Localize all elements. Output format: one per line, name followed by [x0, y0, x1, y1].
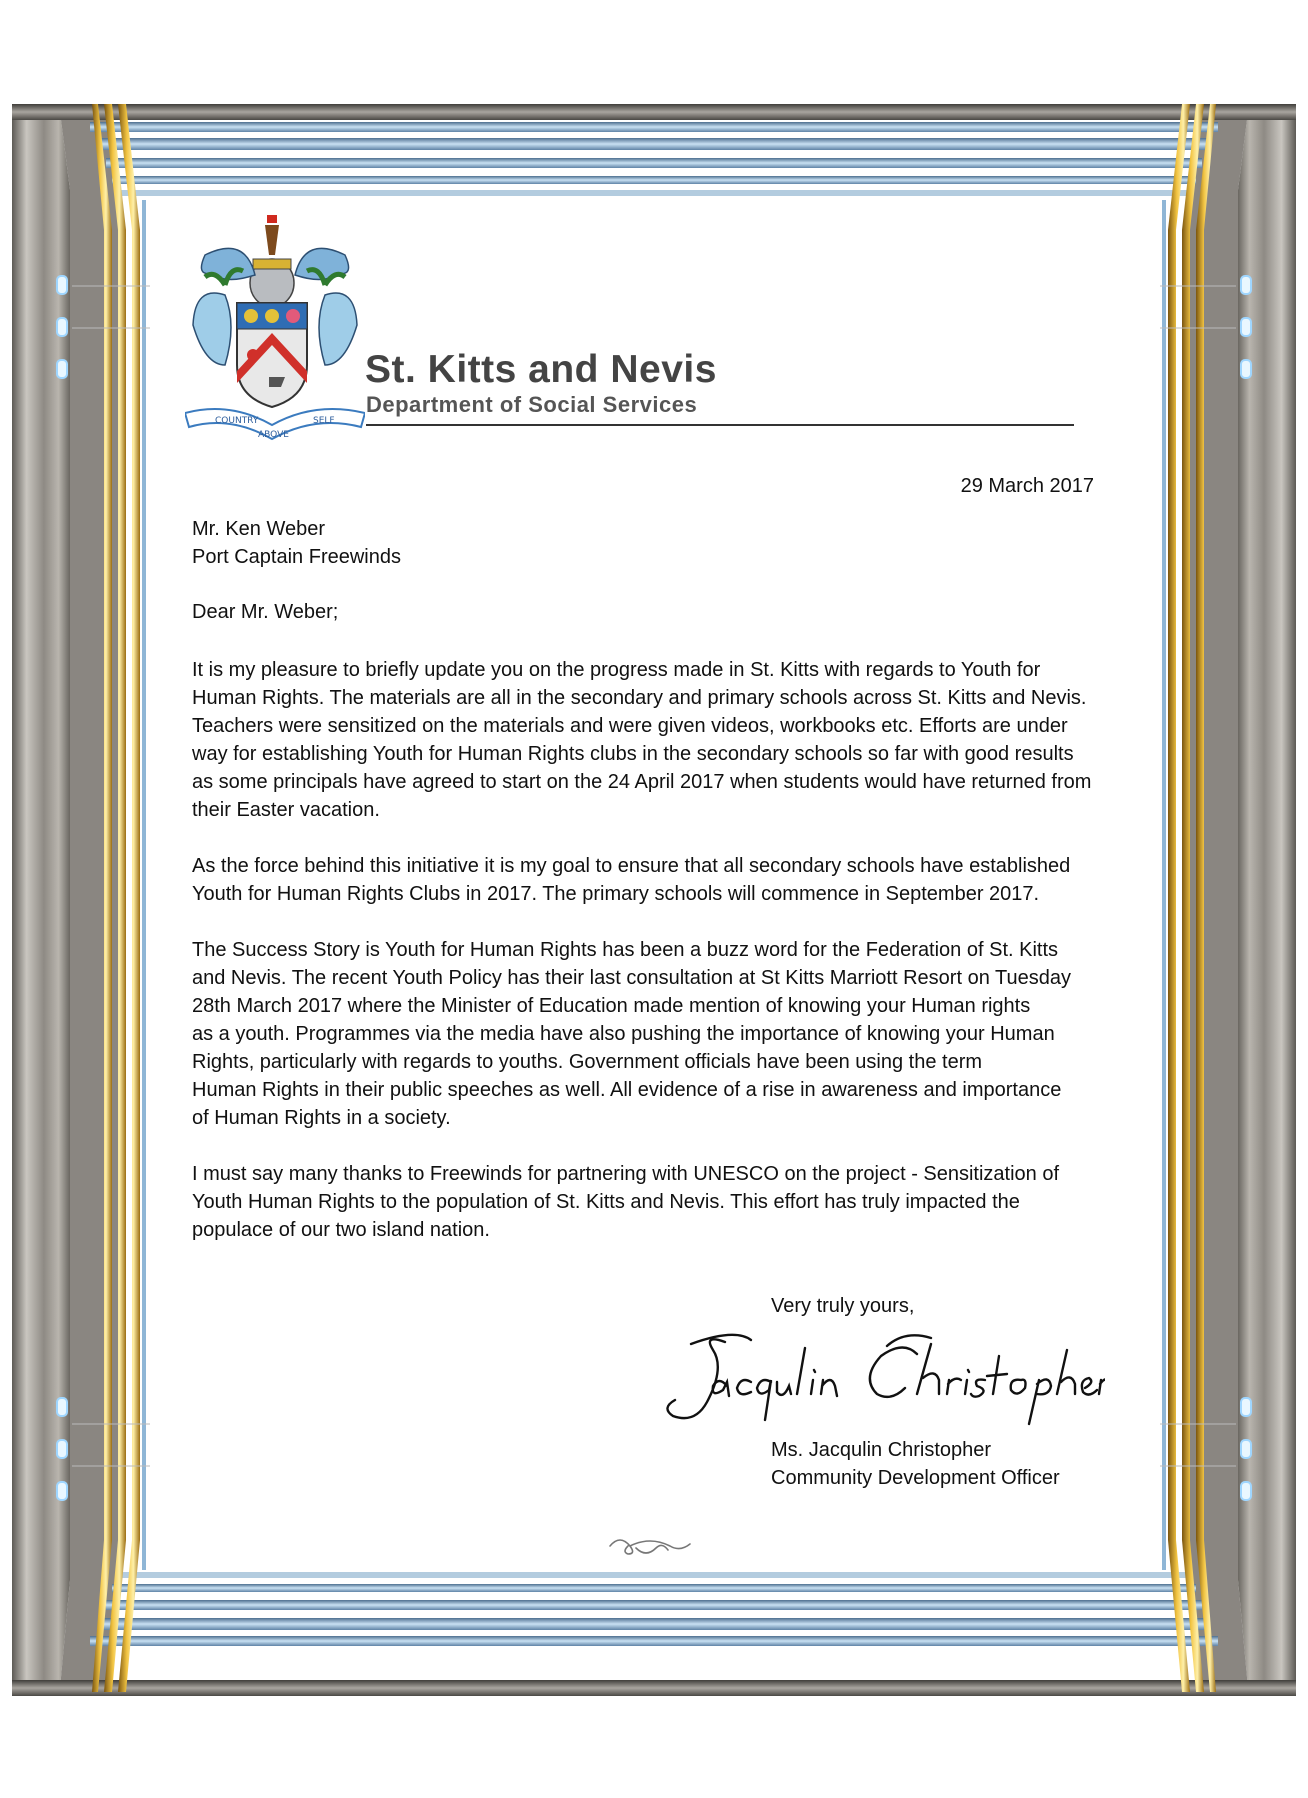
paragraph-line: of Human Rights in a society.: [192, 1107, 451, 1129]
paragraph-line: As the force behind this initiative it is my goal to ensure that all secondary schools have established: [192, 855, 1071, 877]
letterhead-department: Department of Social Services: [366, 392, 698, 417]
paragraph-line: 28th March 2017 where the Minister of Education made mention of knowing your Human rights: [192, 995, 1031, 1017]
motto-word-self: SELF: [313, 416, 335, 426]
paragraph-line: as a youth. Programmes via the media have also pushing the importance of knowing your Human: [192, 1023, 1055, 1045]
signer-title: Community Development Officer: [771, 1467, 1060, 1489]
ornamental-flourish-icon: [606, 1528, 694, 1562]
paragraph-line: way for establishing Youth for Human Rights clubs in the secondary schools so far with good results: [192, 743, 1074, 765]
signer-name: Ms. Jacqulin Christopher: [771, 1439, 992, 1461]
paragraph-line: Youth for Human Rights Clubs in 2017. The primary schools will commence in September 2017.: [192, 883, 1040, 905]
paragraph-line: I must say many thanks to Freewinds for partnering with UNESCO on the project - Sensitization of: [192, 1163, 1060, 1185]
motto-word-above: ABOVE: [258, 430, 289, 440]
letter-date: 29 March 2017: [960, 475, 1094, 497]
closing: Very truly yours,: [771, 1295, 915, 1317]
paragraph-line: The Success Story is Youth for Human Rights has been a buzz word for the Federation of St. Kitts: [192, 939, 1059, 961]
paragraph-line: It is my pleasure to briefly update you on the progress made in St. Kitts with regards to Youth for: [192, 659, 1041, 681]
paragraph-2: [192, 852, 1091, 908]
coat-of-arms-crest: [185, 215, 365, 450]
paragraph-line: Youth Human Rights to the population of St. Kitts and Nevis. This effort has truly impacted the: [192, 1191, 1020, 1213]
paragraph-3: [192, 936, 1091, 1132]
paragraph-line: populace of our two island nation.: [192, 1219, 490, 1241]
paragraph-4: [192, 1160, 1091, 1244]
paragraph-line: Human Rights in their public speeches as well. All evidence of a rise in awareness and importance: [192, 1079, 1062, 1101]
paragraph-line: and Nevis. The recent Youth Policy has their last consultation at St Kitts Marriott Resort on Tuesday: [192, 967, 1071, 989]
letterhead-org-name: St. Kitts and Nevis: [365, 348, 717, 391]
motto-word-country: COUNTRY: [215, 416, 259, 426]
letter-body: [192, 656, 1091, 1272]
recipient-title: Port Captain Freewinds: [192, 546, 401, 568]
paragraph-line: their Easter vacation.: [192, 799, 380, 821]
paragraph-line: Teachers were sensitized on the materials and were given videos, workbooks etc. Efforts are under: [192, 715, 1068, 737]
recipient-name: Mr. Ken Weber: [192, 518, 326, 540]
paragraph-line: as some principals have agreed to start on the 24 April 2017 when students would have returned from: [192, 771, 1092, 793]
paragraph-1: [192, 656, 1091, 824]
handwritten-signature: [655, 1320, 1105, 1440]
salutation: Dear Mr. Weber;: [192, 601, 339, 623]
signer-block: [771, 1436, 1060, 1492]
paragraph-line: Human Rights. The materials are all in the secondary and primary schools across St. Kitts and Nevis.: [192, 687, 1087, 709]
paragraph-line: Rights, particularly with regards to youths. Government officials have been using the term: [192, 1051, 983, 1073]
letterhead-rule: [366, 424, 1074, 426]
recipient-block: [192, 515, 401, 571]
